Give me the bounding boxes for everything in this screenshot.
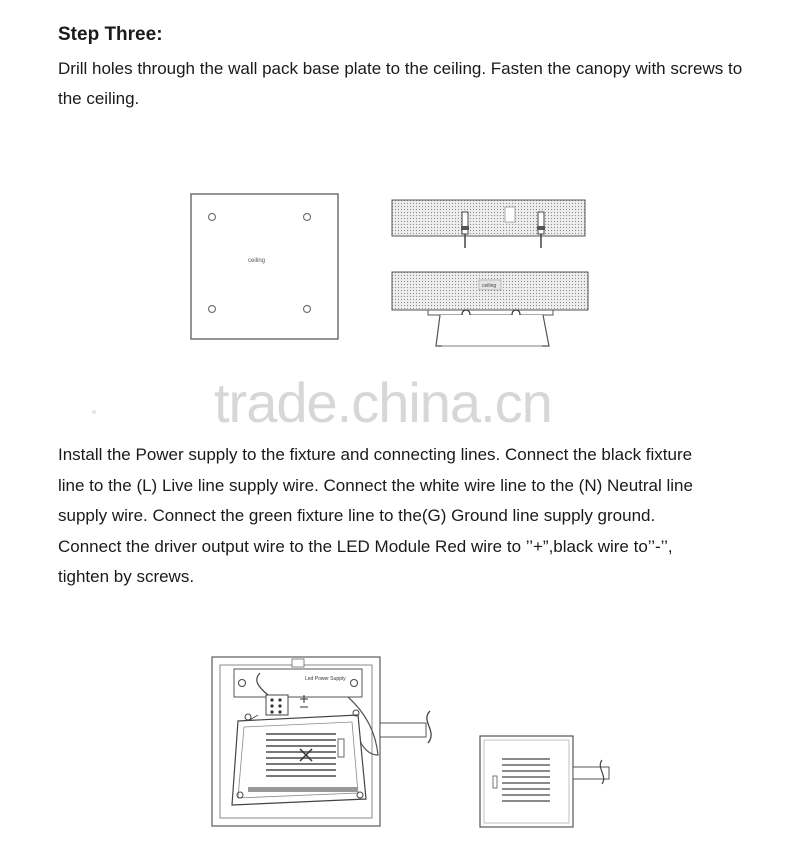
- scan-speck: [92, 410, 96, 414]
- watermark: trade.china.cn: [214, 371, 552, 434]
- canopy-side-views-diagram: [388, 196, 593, 356]
- power-supply-label: Led Power Supply: [305, 676, 346, 682]
- fixture-wiring-diagram: [208, 655, 448, 830]
- plate-ceiling-label: ceiling: [248, 258, 266, 264]
- wiring-line: supply wire. Connect the green fixture line to the(G) Ground line supply ground.: [58, 506, 656, 525]
- wiring-line: Install the Power supply to the fixture and connecting lines. Connect the black fixture: [58, 445, 693, 464]
- ceiling-plate-diagram: [190, 193, 340, 341]
- canopy-ceiling-label: ceiling: [482, 283, 497, 289]
- wiring-line: line to the (L) Live line supply wire. Connect the white wire line to the (N) Neutral line: [58, 475, 693, 495]
- led-module-diagram: [478, 732, 618, 830]
- step-instruction-paragraph: Drill holes through the wall pack base plate to the ceiling. Fasten the canopy with screws to the ceiling.: [58, 59, 743, 108]
- wiring-line: Connect the driver output wire to the LED Module Red wire to ’’+”,black wire to’’-’’,: [58, 536, 673, 556]
- wiring-line: tighten by screws.: [58, 567, 195, 586]
- step-heading: Step Three:: [58, 24, 163, 45]
- wiring-instruction-paragraph: [58, 440, 768, 593]
